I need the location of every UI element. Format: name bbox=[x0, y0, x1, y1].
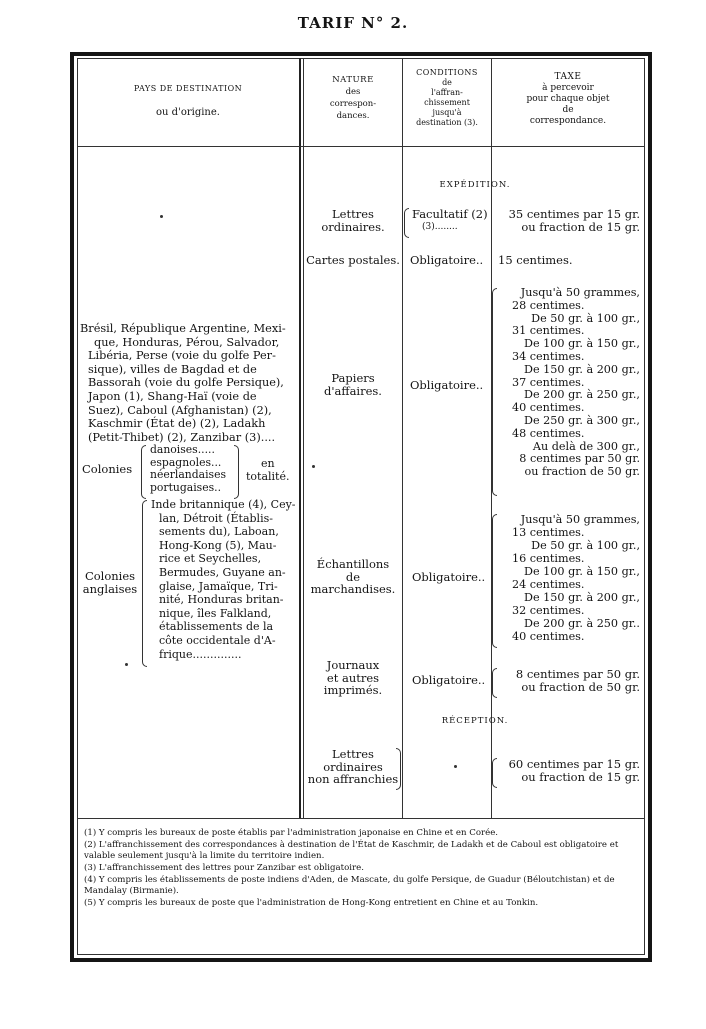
taxe-line: 40 centimes. bbox=[512, 401, 585, 415]
header-conditions-line: chissement bbox=[424, 98, 470, 107]
nature-line: d'affaires. bbox=[324, 383, 382, 398]
condition-line: Obligatoire.. bbox=[412, 570, 486, 584]
anglaise-line: glaise, Jamaïque, Tri- bbox=[159, 579, 278, 593]
header-destination-sub: ou d'origine. bbox=[156, 107, 220, 118]
taxe-line: 31 centimes. bbox=[512, 324, 585, 338]
taxe-line: De 100 gr. à 150 gr., bbox=[524, 337, 640, 351]
taxe-line: 13 centimes. bbox=[512, 526, 585, 539]
taxe-brace bbox=[492, 514, 497, 648]
country-line: Kaschmir (État de) (2), Ladakh bbox=[88, 417, 266, 431]
colonies-label: Colonies bbox=[82, 462, 133, 476]
colonies-anglaises-list bbox=[151, 498, 298, 661]
countries-block bbox=[80, 322, 298, 444]
nature-cell bbox=[304, 558, 402, 596]
anglaise-line: côte occidentale d'A- bbox=[159, 633, 276, 647]
taxe-line: 15 centimes. bbox=[498, 253, 573, 267]
taxe-brace bbox=[492, 288, 497, 496]
taxe-brace bbox=[492, 758, 497, 788]
taxe-line: Au delà de 300 gr., bbox=[532, 439, 640, 453]
footnote: (5) Y compris les bureaux de poste que l'administration de Hong-Kong entretient en Chine et au Tonkin. bbox=[84, 898, 539, 908]
colonies-brace-right bbox=[234, 445, 239, 499]
nature-cell bbox=[304, 748, 402, 786]
header-divider bbox=[78, 146, 644, 147]
nature-line: Cartes postales. bbox=[306, 253, 400, 267]
nature-line: Lettres bbox=[332, 207, 374, 221]
colony-item: néerlandaises bbox=[150, 468, 227, 481]
condition-line: Obligatoire.. bbox=[410, 253, 484, 267]
taxe-cell bbox=[498, 208, 644, 233]
print-speck bbox=[454, 765, 457, 768]
header-conditions-line: destination (3). bbox=[416, 118, 478, 127]
footnote: (2) L'affranchissement des correspondances à destination de l'État de Kaschmir, de Ladakh et de Caboul est obligatoire et valable seulement jusqu'à la limite du territoire indien. bbox=[84, 840, 619, 861]
nature-line: non affranchies bbox=[307, 772, 399, 786]
taxe-cell bbox=[498, 254, 573, 267]
country-line: que, Honduras, Pérou, Salvador, bbox=[94, 335, 280, 349]
taxe-line: Jusqu'à 50 grammes, bbox=[520, 286, 640, 299]
taxe-line: 32 centimes. bbox=[512, 604, 585, 617]
header-taxe-line: à percevoir bbox=[542, 83, 594, 93]
taxe-line: De 50 gr. à 100 gr., bbox=[531, 539, 640, 552]
condition-cell bbox=[410, 379, 483, 392]
anglaise-line: nité, Honduras britan- bbox=[159, 593, 284, 607]
colony-item: danoises..... bbox=[150, 443, 215, 456]
nature-line: Lettres bbox=[332, 747, 374, 761]
country-line: sique), villes de Bagdad et de bbox=[88, 362, 257, 376]
header-nature-line: des bbox=[345, 87, 361, 97]
taxe-line: De 150 gr. à 200 gr., bbox=[524, 591, 640, 604]
taxe-brace bbox=[492, 668, 497, 698]
colonies-suffix-line: totalité. bbox=[246, 469, 290, 483]
taxe-line: 28 centimes. bbox=[512, 298, 585, 312]
taxe-line: 34 centimes. bbox=[512, 349, 585, 363]
taxe-line: 40 centimes. bbox=[512, 630, 585, 643]
colony-item: espagnoles... bbox=[150, 455, 222, 469]
header-conditions bbox=[403, 68, 491, 128]
nature-brace bbox=[396, 748, 401, 790]
country-line: Brésil, République Argentine, Mexi- bbox=[80, 322, 286, 335]
header-destination-title: PAYS DE DESTINATION bbox=[133, 84, 243, 93]
nature-line: Papiers bbox=[331, 371, 375, 385]
anglaise-line: Hong-Kong (5), Mau- bbox=[159, 538, 277, 552]
condition-line: Obligatoire.. bbox=[410, 378, 484, 392]
taxe-line: De 250 gr. à 300 gr., bbox=[524, 413, 640, 427]
header-nature-line: dances. bbox=[336, 111, 370, 121]
nature-cell bbox=[304, 372, 402, 397]
anglaise-line: frique.............. bbox=[159, 647, 242, 661]
footnote: (4) Y compris les établissements de poste indiens d'Aden, de Mascate, du golfe Persique, de Guadur (Béloutchistan) et de Mandalay (Birmanie). bbox=[84, 875, 615, 896]
taxe-line: ou fraction de 50 gr. bbox=[524, 465, 640, 479]
condition-cell bbox=[410, 254, 483, 267]
taxe-line: ou fraction de 15 gr. bbox=[521, 769, 640, 784]
taxe-line: ou fraction de 15 gr. bbox=[521, 219, 640, 234]
taxe-line: De 150 gr. à 200 gr., bbox=[524, 362, 640, 376]
print-speck bbox=[125, 663, 128, 666]
taxe-line: 8 centimes par 50 gr. bbox=[519, 452, 640, 466]
header-conditions-line: l'affran- bbox=[431, 88, 463, 97]
taxe-line: 24 centimes. bbox=[512, 578, 585, 591]
nature-line: ordinaires bbox=[323, 759, 383, 774]
anglaise-line: nique, îles Falkland, bbox=[159, 606, 272, 620]
print-speck bbox=[160, 215, 163, 218]
country-line: (Petit-Thibet) (2), Zanzibar (3).... bbox=[88, 430, 276, 444]
condition-cell bbox=[412, 208, 492, 233]
page-title: TARIF N° 2. bbox=[297, 14, 409, 32]
country-line: Libéria, Perse (voie du golfe Per- bbox=[88, 349, 276, 363]
column-divider bbox=[299, 58, 301, 818]
nature-line: Journaux bbox=[326, 658, 380, 672]
nature-line: ordinaires. bbox=[321, 219, 385, 234]
condition-line: Obligatoire.. bbox=[412, 673, 486, 687]
taxe-line: 16 centimes. bbox=[512, 552, 585, 565]
taxe-line: De 50 gr. à 100 gr., bbox=[531, 311, 640, 325]
taxe-line: De 100 gr. à 150 gr., bbox=[524, 565, 640, 578]
footnote: (3) L'affranchissement des lettres pour Zanzibar est obligatoire. bbox=[84, 863, 364, 873]
colonies-suffix bbox=[246, 458, 289, 483]
section-expedition: EXPÉDITION. bbox=[439, 180, 511, 190]
condition-line: Facultatif (2) bbox=[412, 207, 488, 221]
anglaise-line: Bermudes, Guyane an- bbox=[159, 565, 286, 579]
taxe-line: 48 centimes. bbox=[512, 426, 585, 440]
taxe-cell bbox=[496, 513, 644, 643]
condition-cell bbox=[412, 674, 485, 687]
colony-item: portugaises.. bbox=[150, 480, 222, 494]
taxe-line: ou fraction de 50 gr. bbox=[521, 679, 640, 694]
nature-cell bbox=[304, 208, 402, 233]
print-speck bbox=[312, 465, 315, 468]
country-line: Suez), Caboul (Afghanistan) (2), bbox=[88, 403, 272, 417]
header-conditions-line: jusqu'à bbox=[432, 108, 462, 117]
colonies-anglaises-line: Colonies bbox=[84, 569, 136, 583]
anglaise-line: Inde britannique (4), Cey- bbox=[151, 498, 296, 511]
taxe-cell bbox=[496, 758, 644, 783]
condition-cell bbox=[412, 571, 485, 584]
nature-line: de bbox=[345, 569, 361, 584]
notes-divider bbox=[78, 818, 644, 819]
section-reception: RÉCEPTION. bbox=[441, 716, 509, 726]
anglaise-line: lan, Détroit (Établis- bbox=[159, 511, 273, 525]
nature-line: et autres bbox=[326, 670, 380, 685]
header-conditions-line: de bbox=[442, 78, 452, 87]
colonies-anglaises-line: anglaises bbox=[82, 582, 138, 596]
column-divider bbox=[303, 58, 304, 818]
colonies-brace bbox=[141, 445, 146, 499]
nature-line: imprimés. bbox=[323, 683, 383, 697]
country-line: Japon (1), Shang-Haï (voie de bbox=[88, 389, 257, 403]
anglaise-line: établissements de la bbox=[159, 620, 274, 634]
nature-cell bbox=[304, 659, 402, 697]
nature-line: Échantillons bbox=[316, 557, 390, 571]
colonies-anglaises-brace bbox=[142, 500, 147, 667]
condition-line: (3)........ bbox=[422, 221, 458, 232]
taxe-cell bbox=[496, 287, 644, 479]
anglaise-line: sements du), Laboan, bbox=[159, 525, 279, 539]
nature-cell bbox=[304, 254, 402, 267]
taxe-line: 60 centimes par 15 gr. bbox=[508, 757, 640, 771]
taxe-line: 35 centimes par 15 gr. bbox=[508, 207, 640, 221]
footnotes bbox=[84, 828, 640, 910]
header-nature-title: NATURE bbox=[332, 75, 374, 85]
header-destination bbox=[78, 84, 298, 118]
header-taxe-line: de bbox=[562, 105, 574, 115]
header-taxe-line: correspondance. bbox=[529, 116, 607, 126]
taxe-line: De 200 gr. à 250 gr.. bbox=[524, 617, 640, 630]
country-line: Bassorah (voie du golfe Persique), bbox=[88, 376, 284, 390]
header-conditions-title: CONDITIONS bbox=[416, 68, 478, 77]
taxe-cell bbox=[496, 668, 644, 693]
taxe-line: 8 centimes par 50 gr. bbox=[515, 667, 640, 681]
condition-brace bbox=[404, 208, 409, 238]
taxe-line: De 200 gr. à 250 gr., bbox=[524, 388, 640, 402]
colonies-list bbox=[150, 444, 226, 494]
taxe-line: Jusqu'à 50 grammes, bbox=[520, 513, 640, 526]
colonies-anglaises-label bbox=[80, 570, 140, 596]
header-taxe-title: TAXE bbox=[554, 72, 582, 82]
nature-line: marchandises. bbox=[310, 582, 396, 596]
header-nature bbox=[304, 74, 402, 122]
header-nature-line: correspon- bbox=[329, 99, 377, 109]
column-divider bbox=[402, 58, 403, 818]
footnote: (1) Y compris les bureaux de poste établis par l'administration japonaise en Chine et en Corée. bbox=[84, 828, 499, 838]
header-taxe-line: pour chaque objet bbox=[526, 94, 610, 104]
header-taxe bbox=[492, 72, 644, 127]
anglaise-line: rice et Seychelles, bbox=[159, 552, 262, 566]
colonies-suffix-line: en bbox=[260, 457, 275, 470]
taxe-line: 37 centimes. bbox=[512, 375, 585, 389]
